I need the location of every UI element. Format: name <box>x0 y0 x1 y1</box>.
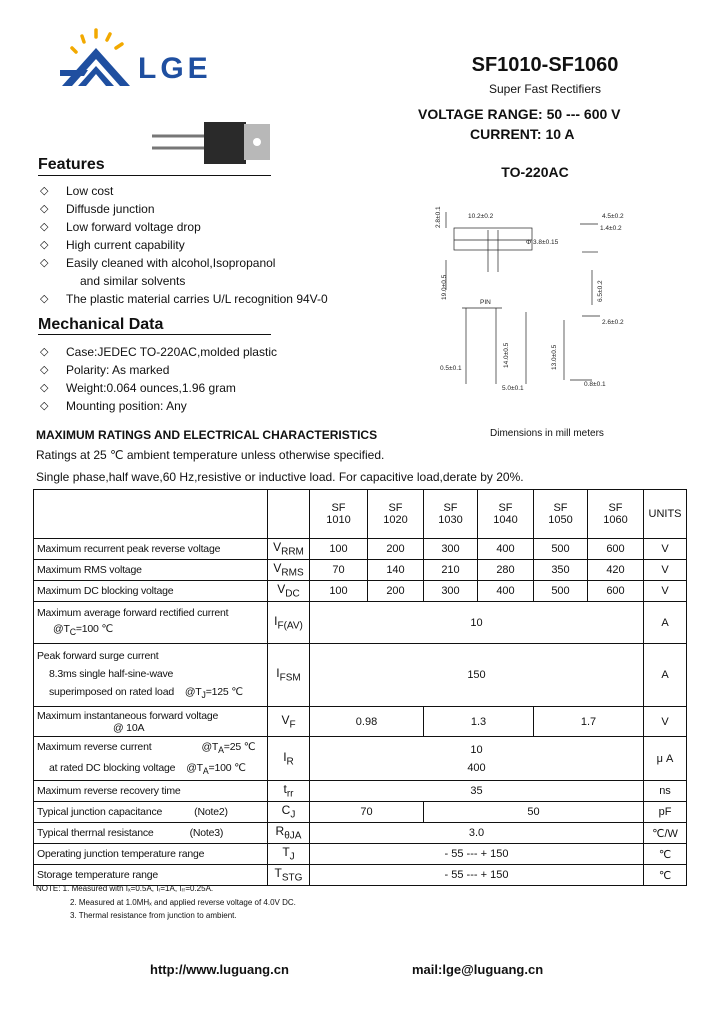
features-underline <box>38 175 271 176</box>
list-item: ◇ High current capability <box>40 238 185 252</box>
symbol-cell: $t_{rr}$ <box>268 781 310 802</box>
dim-label: 2.8±0.1 <box>435 206 442 228</box>
diamond-bullet-icon: ◇ <box>40 203 49 215</box>
symbol-cell: $T_J$ <box>268 844 310 865</box>
ratings-heading: MAXIMUM RATINGS AND ELECTRICAL CHARACTERISTICS <box>36 428 378 442</box>
table-row <box>34 581 687 602</box>
dim-label: 10.2±0.2 <box>468 213 494 220</box>
value-cell: 0.98 <box>310 707 424 737</box>
list-item: ◇ Easily cleaned with alcohol,Isopropanol <box>40 256 276 270</box>
part-header: SF 1040 <box>478 490 534 539</box>
part-header: SF 1010 <box>310 490 368 539</box>
current-rating: CURRENT: 10 A <box>470 126 575 142</box>
package-name: TO-220AC <box>501 164 569 180</box>
diamond-bullet-icon: ◇ <box>40 364 49 376</box>
email-link[interactable]: mail:lge@luguang.cn <box>412 962 544 977</box>
param-cell: Maximum instantaneous forward voltage @ 10A <box>34 707 268 737</box>
ratings-table <box>33 489 687 886</box>
list-item: ◇ Low forward voltage drop <box>40 220 201 234</box>
param-cell: Maximum recurrent peak reverse voltage <box>34 539 268 560</box>
value-cell: - 55 --- + 150 <box>310 865 644 886</box>
list-item: ◇ Case:JEDEC TO-220AC,molded plastic <box>40 345 277 359</box>
unit-cell: ns <box>644 781 687 802</box>
triangle-mark-icon <box>60 48 130 86</box>
symbol-cell: $V_{RMS}$ <box>268 560 310 581</box>
value-cell: 50 <box>424 802 644 823</box>
param-cell: Typical therrnal resistance (Note3) <box>34 823 268 844</box>
symbol-cell: $I_{FSM}$ <box>268 644 310 707</box>
dimension-drawing <box>432 200 652 400</box>
sun-rays-icon <box>72 30 122 52</box>
value-cell: 600 <box>588 581 644 602</box>
value-cell: 300 <box>424 539 478 560</box>
notes-block <box>36 882 296 923</box>
table-row <box>34 737 687 781</box>
part-header: SF 1050 <box>534 490 588 539</box>
param-cell: Maximum reverse current $@T_A=25$ ℃ at rated DC blocking voltage $@T_A=100$ ℃ <box>34 737 268 781</box>
dim-label: 0.5±0.1 <box>440 365 462 372</box>
table-cell <box>268 490 310 539</box>
unit-cell: V <box>644 581 687 602</box>
table-row <box>34 823 687 844</box>
value-cell: 280 <box>478 560 534 581</box>
dim-label: 13.0±0.5 <box>551 344 558 370</box>
symbol-cell: $T_{STG}$ <box>268 865 310 886</box>
dimension-caption: Dimensions in mill meters <box>490 428 604 439</box>
unit-cell: V <box>644 707 687 737</box>
diamond-bullet-icon: ◇ <box>40 239 49 251</box>
value-cell: 1.7 <box>534 707 644 737</box>
diamond-bullet-icon: ◇ <box>40 346 49 358</box>
dim-label: PIN <box>480 299 491 306</box>
value-cell: 1.3 <box>424 707 534 737</box>
list-item: ◇ Polarity: As marked <box>40 363 170 377</box>
symbol-cell: $R_{\theta JA}$ <box>268 823 310 844</box>
diamond-bullet-icon: ◇ <box>40 400 49 412</box>
value-cell: 3.0 <box>310 823 644 844</box>
unit-cell: pF <box>644 802 687 823</box>
part-header: SF 1020 <box>368 490 424 539</box>
ratings-line-1: Ratings at 25 ℃ ambient temperature unless otherwise specified. <box>36 448 385 462</box>
value-cell: 200 <box>368 539 424 560</box>
param-cell: Maximum reverse recovery time <box>34 781 268 802</box>
part-subtitle: Super Fast Rectifiers <box>488 82 602 96</box>
website-link[interactable]: http://www.luguang.cn <box>150 962 289 977</box>
table-row <box>34 781 687 802</box>
unit-cell: A <box>644 644 687 707</box>
unit-cell: ℃ <box>644 865 687 886</box>
part-header: SF 1030 <box>424 490 478 539</box>
note-line: NOTE: 1. Measured with Iₓ=0.5A, Iᵣ=1A, Iᵣᵣ=0.25A. <box>36 884 214 893</box>
brand-name: LGE <box>138 52 212 85</box>
list-item: ◇ The plastic material carries U/L recognition 94V-0 <box>40 292 328 306</box>
part-title: SF1010-SF1060 <box>471 54 619 76</box>
value-cell: 400 <box>478 539 534 560</box>
note-line: 3. Thermal resistance from junction to ambient. <box>70 911 237 920</box>
table-row <box>34 844 687 865</box>
param-cell: Operating junction temperature range <box>34 844 268 865</box>
symbol-cell: $C_J$ <box>268 802 310 823</box>
dim-label: 14.0±0.5 <box>503 342 510 368</box>
unit-cell: V <box>644 539 687 560</box>
table-row <box>34 560 687 581</box>
table-row <box>34 707 687 737</box>
features-heading: Features <box>38 156 105 173</box>
value-cell: 100 <box>310 581 368 602</box>
diamond-bullet-icon: ◇ <box>40 257 49 269</box>
value-cell: 70 <box>310 802 424 823</box>
unit-cell: V <box>644 560 687 581</box>
value-cell: 210 <box>424 560 478 581</box>
value-cell: 200 <box>368 581 424 602</box>
table-row <box>34 802 687 823</box>
param-cell: Maximum DC blocking voltage <box>34 581 268 602</box>
value-cell: 350 <box>534 560 588 581</box>
value-cell: 10 400 <box>310 737 644 781</box>
value-cell: - 55 --- + 150 <box>310 844 644 865</box>
table-row <box>34 602 687 644</box>
value-cell: 400 <box>478 581 534 602</box>
table-header-row <box>34 490 687 539</box>
ratings-line-2: Single phase,half wave,60 Hz,resistive or inductive load. For capacitive load,derate by 20%. <box>36 470 524 484</box>
voltage-range: VOLTAGE RANGE: 50 --- 600 V <box>418 106 621 122</box>
dim-label: 6.5±0.2 <box>597 280 604 302</box>
value-cell: 100 <box>310 539 368 560</box>
diamond-bullet-icon: ◇ <box>40 382 49 394</box>
dim-label: 1.4±0.2 <box>600 225 622 232</box>
units-header: UNITS <box>644 490 687 539</box>
table-cell <box>34 490 268 539</box>
param-cell: Storage temperature range <box>34 865 268 886</box>
list-item: ◇ Weight:0.064 ounces,1.96 gram <box>40 381 236 395</box>
list-item: ◇ Diffusde junction <box>40 202 155 216</box>
device-image <box>150 118 280 168</box>
mechanical-underline <box>38 334 271 335</box>
value-cell: 10 <box>310 602 644 644</box>
dim-label: 19.0±0.5 <box>441 274 448 300</box>
value-cell: 500 <box>534 539 588 560</box>
list-item-continuation: and similar solvents <box>80 274 186 288</box>
unit-cell: μ A <box>644 737 687 781</box>
list-item: ◇ Mounting position: Any <box>40 399 187 413</box>
diamond-bullet-icon: ◇ <box>40 293 49 305</box>
part-header: SF 1060 <box>588 490 644 539</box>
param-cell: Peak forward surge current 8.3ms single half-sine-wave superimposed on rated load $@T_J=125$ ℃ <box>34 644 268 707</box>
value-cell: 600 <box>588 539 644 560</box>
note-line: 2. Measured at 1.0MHₓ and applied reverse voltage of 4.0V DC. <box>70 897 296 907</box>
value-cell: 150 <box>310 644 644 707</box>
value-cell: 70 <box>310 560 368 581</box>
unit-cell: ℃/W <box>644 823 687 844</box>
table-row <box>34 644 687 707</box>
symbol-cell: $V_F$ <box>268 707 310 737</box>
value-cell: 420 <box>588 560 644 581</box>
mechanical-list <box>40 343 380 415</box>
dim-label: 0.8±0.1 <box>584 381 606 388</box>
dim-label: 5.0±0.1 <box>502 385 524 392</box>
value-cell: 35 <box>310 781 644 802</box>
symbol-cell: $V_{DC}$ <box>268 581 310 602</box>
unit-cell: ℃ <box>644 844 687 865</box>
diamond-bullet-icon: ◇ <box>40 221 49 233</box>
param-cell: Maximum RMS voltage <box>34 560 268 581</box>
list-item: ◇ Low cost <box>40 184 114 198</box>
value-cell: 300 <box>424 581 478 602</box>
param-cell: Maximum average forward rectified current $@T_C=100$ ℃ <box>34 602 268 644</box>
symbol-cell: $I_{F(AV)}$ <box>268 602 310 644</box>
features-list <box>40 182 380 308</box>
value-cell: 500 <box>534 581 588 602</box>
param-cell: Typical junction capacitance (Note2) <box>34 802 268 823</box>
symbol-cell: $I_R$ <box>268 737 310 781</box>
symbol-cell: $V_{RRM}$ <box>268 539 310 560</box>
dim-label: 4.5±0.2 <box>602 213 624 220</box>
dim-label: Φ 3.8±0.15 <box>526 239 559 246</box>
table-row <box>34 539 687 560</box>
value-cell: 140 <box>368 560 424 581</box>
mechanical-heading: Mechanical Data <box>38 316 164 333</box>
diamond-bullet-icon: ◇ <box>40 185 49 197</box>
dim-label: 2.6±0.2 <box>602 319 624 326</box>
unit-cell: A <box>644 602 687 644</box>
